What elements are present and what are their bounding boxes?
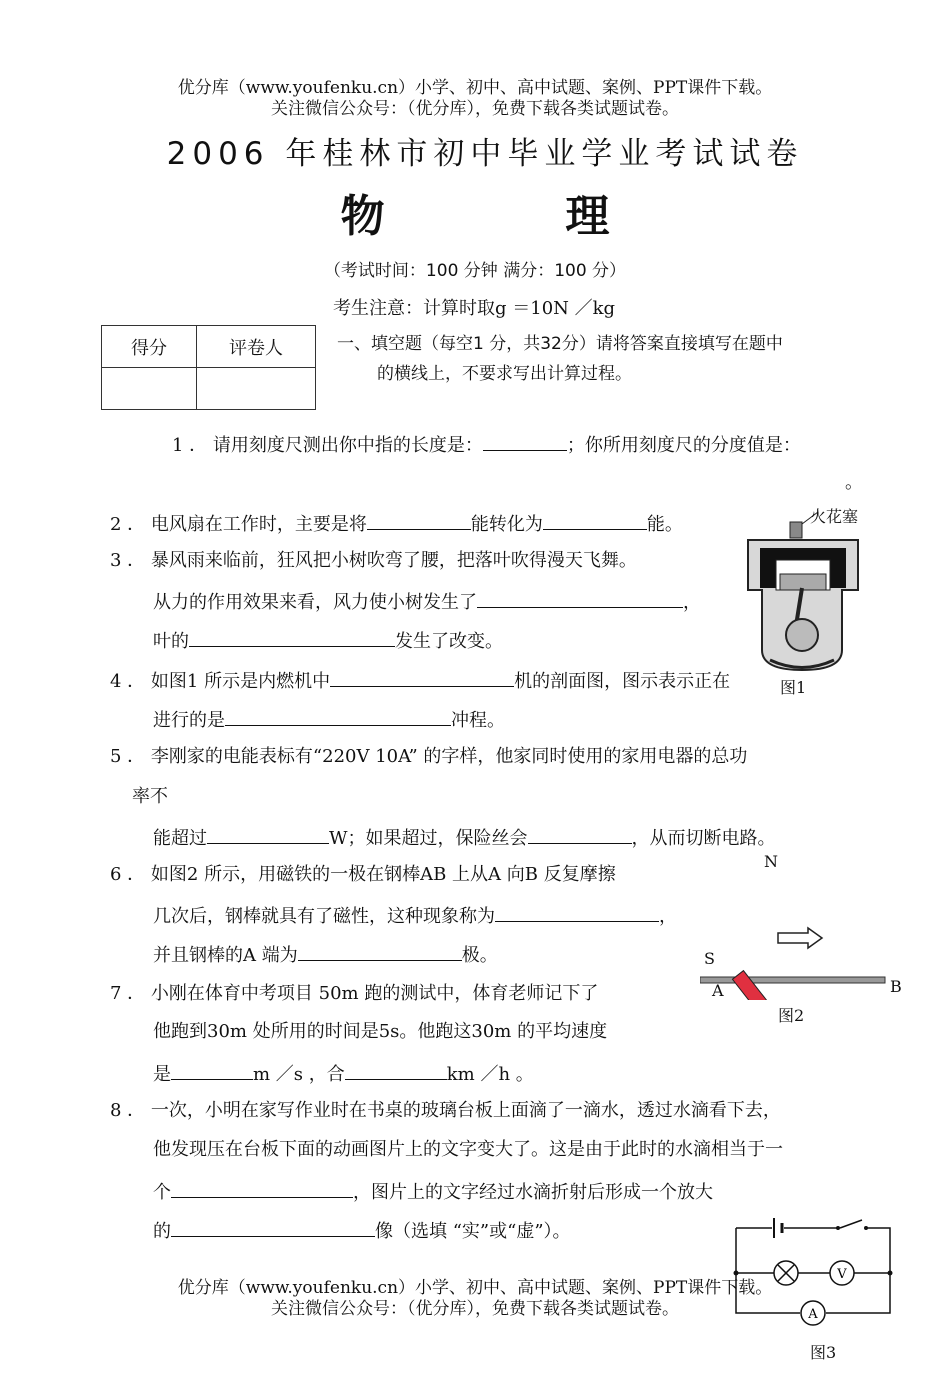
q4-text-c: 进行的是: [153, 710, 225, 731]
q5-line-3: [153, 825, 776, 850]
q3-text-d: 发生了改变。: [395, 631, 503, 652]
question-3: [110, 550, 637, 572]
q6-line-2: [153, 903, 677, 928]
fig2-s-label: S: [704, 949, 715, 968]
q6-text-c: 并且钢棒的A 端为: [153, 945, 298, 966]
q2-text-b: 能转化为: [470, 514, 543, 535]
q8-text-d: 像（选填 “实”或“虚”）。: [375, 1221, 571, 1242]
score-header: 得分: [102, 326, 197, 368]
q8-text-a: 个: [153, 1182, 171, 1203]
subject-char-1: 物: [340, 191, 385, 242]
piston: [780, 574, 826, 590]
q6-text-b: ，: [659, 906, 677, 927]
exam-title: 2006 年桂林市初中毕业学业考试试卷: [166, 136, 804, 172]
q7-line-1: 小刚在体育中考项目 50m 跑的测试中，体育老师记下了: [150, 983, 599, 1004]
subject-char-2: 理: [565, 191, 610, 242]
q4-text-a: 如图1 所示是内燃机中: [150, 671, 331, 692]
exam-subject: [0, 180, 950, 244]
q8-line-2: 他发现压在台板下面的动画图片上的文字变大了。这是由于此时的水滴相当于一: [153, 1139, 783, 1160]
q2-blank-2[interactable]: [543, 511, 647, 530]
junction-left: [734, 1271, 739, 1276]
question-1: [172, 432, 801, 457]
q6-text-d: 极。: [461, 945, 498, 966]
voltmeter-symbol: V: [837, 1267, 847, 1282]
q7-blank-2[interactable]: [345, 1061, 447, 1080]
q5-number: 5 ．: [110, 746, 146, 767]
fig3-label: 图3: [810, 1343, 837, 1362]
q8-blank-1[interactable]: [171, 1179, 353, 1198]
exam-time-info: （考试时间：100 分钟 满分：100 分）: [323, 261, 627, 281]
section1-heading-line1: 一、填空题（每空1 分，共32分）请将答案直接填写在题中: [337, 334, 783, 354]
figure-1-engine: [740, 500, 870, 700]
header-line-1: 优分库（www.youfenku.cn）小学、初中、高中试题、案例、PPT课件下载。: [177, 78, 773, 98]
q4-blank-1[interactable]: [330, 668, 514, 687]
q8-text-b: ，图片上的文字经过水滴折射后形成一个放大: [353, 1182, 713, 1203]
grader-cell[interactable]: [197, 368, 316, 410]
fig2-label: 图2: [778, 1006, 805, 1025]
q3-line-2: [153, 589, 701, 614]
q1-end: 。: [845, 472, 863, 493]
q8-line-1: 一次，小明在家写作业时在书桌的玻璃台板上面滴了一滴水，透过水滴看下去，: [150, 1100, 781, 1121]
q4-text-b: 机的剖面图，图示表示正在: [514, 671, 731, 692]
q3-text-b: ，: [683, 592, 701, 613]
grader-header: 评卷人: [197, 326, 316, 368]
q6-text-a: 几次后，钢棒就具有了磁性，这种现象称为: [153, 906, 495, 927]
q2-text-a: 电风扇在工作时，主要是将: [150, 514, 367, 535]
q6-line-1: 如图2 所示，用磁铁的一极在钢棒AB 上从A 向B 反复摩擦: [150, 864, 616, 885]
q5-text-b: W；如果超过，保险丝会: [329, 828, 528, 849]
question-8: [110, 1100, 781, 1122]
q4-line-2: [153, 707, 505, 732]
q4-text-d: 冲程。: [451, 710, 505, 731]
magnet: [732, 971, 829, 1000]
q3-text-c: 叶的: [153, 631, 189, 652]
q8-line-3: [153, 1179, 713, 1204]
q6-line-3: [153, 942, 498, 967]
fig1-part-label: 火花塞: [810, 507, 859, 526]
footer-line-1: 优分库（www.youfenku.cn）小学、初中、高中试题、案例、PPT课件下载。: [177, 1278, 773, 1298]
q7-text-b: m ／s ，合: [253, 1064, 345, 1085]
q5-text-c: ，从而切断电路。: [631, 828, 776, 849]
q3-number: 3 ．: [110, 550, 146, 571]
header-line-2: 关注微信公众号：（优分库），免费下载各类试题试卷。: [271, 99, 679, 119]
q3-line-1: 暴风雨来临前，狂风把小树吹弯了腰，把落叶吹得漫天飞舞。: [150, 550, 637, 571]
q5-blank-2[interactable]: [528, 825, 632, 844]
score-cell[interactable]: [102, 368, 197, 410]
fig1-label: 图1: [778, 675, 808, 698]
spark-plug-shape: [790, 522, 802, 538]
direction-arrow: [778, 928, 822, 948]
switch-contact-right: [864, 1226, 868, 1230]
figure-2-magnet: [700, 850, 910, 1000]
q4-number: 4 ．: [110, 671, 146, 692]
q2-blank-1[interactable]: [367, 511, 471, 530]
question-4: [110, 668, 730, 693]
switch-contact-left: [836, 1226, 840, 1230]
crankshaft: [786, 619, 818, 651]
q1-text-b: ；你所用刻度尺的分度值是：: [566, 435, 801, 456]
q7-line-2: 他跑到30m 处所用的时间是5s。他跑这30m 的平均速度: [153, 1021, 608, 1042]
q7-text-c: km ／h 。: [446, 1064, 534, 1085]
question-2: [110, 511, 683, 536]
q3-text-a: 从力的作用效果来看，风力使小树发生了: [153, 592, 477, 613]
question-6: [110, 864, 616, 886]
score-table: [101, 325, 316, 410]
q3-blank-1[interactable]: [477, 589, 683, 608]
steel-bar-ab: [700, 977, 885, 983]
q8-text-c: 的: [153, 1221, 171, 1242]
fig2-n-label: N: [764, 852, 778, 871]
q1-text-a: 请用刻度尺测出你中指的长度是：: [212, 435, 483, 456]
q6-blank-1[interactable]: [495, 903, 659, 922]
q8-line-4: [153, 1218, 571, 1243]
q8-number: 8 ．: [110, 1100, 146, 1121]
q2-number: 2 ．: [110, 514, 146, 535]
q5-text-a: 能超过: [153, 828, 207, 849]
q7-number: 7 ．: [110, 983, 146, 1004]
q1-number: 1 ．: [172, 435, 208, 456]
magnet-south-half: [732, 971, 786, 1000]
q7-line-3: [153, 1061, 534, 1086]
q6-blank-2[interactable]: [298, 942, 462, 961]
ammeter-symbol: A: [808, 1307, 818, 1322]
q1-blank-1[interactable]: [483, 432, 567, 451]
q8-blank-2[interactable]: [171, 1218, 375, 1237]
q3-blank-2[interactable]: [189, 628, 395, 647]
footer-line-2: 关注微信公众号：（优分库），免费下载各类试题试卷。: [271, 1299, 679, 1319]
question-7: [110, 983, 598, 1005]
fig2-a-label: A: [712, 981, 724, 1000]
q3-line-3: [153, 628, 503, 653]
fig2-b-label: B: [890, 977, 902, 996]
q5-line-2: 率不: [132, 786, 168, 807]
q2-text-c: 能。: [646, 514, 683, 535]
q5-blank-1[interactable]: [207, 825, 329, 844]
question-5: [110, 746, 747, 768]
switch-lever: [840, 1220, 862, 1228]
q7-blank-1[interactable]: [171, 1061, 253, 1080]
q5-line-1: 李刚家的电能表标有“220V 10A” 的字样，他家同时使用的家用电器的总功: [150, 746, 748, 767]
exam-notice: 考生注意：计算时取g ＝10N ／kg: [333, 298, 616, 319]
q4-blank-2[interactable]: [225, 707, 451, 726]
section1-heading-line2: 的横线上，不要求写出计算过程。: [377, 364, 632, 384]
junction-right: [888, 1271, 893, 1276]
q6-number: 6 ．: [110, 864, 146, 885]
q7-text-a: 是: [153, 1064, 171, 1085]
